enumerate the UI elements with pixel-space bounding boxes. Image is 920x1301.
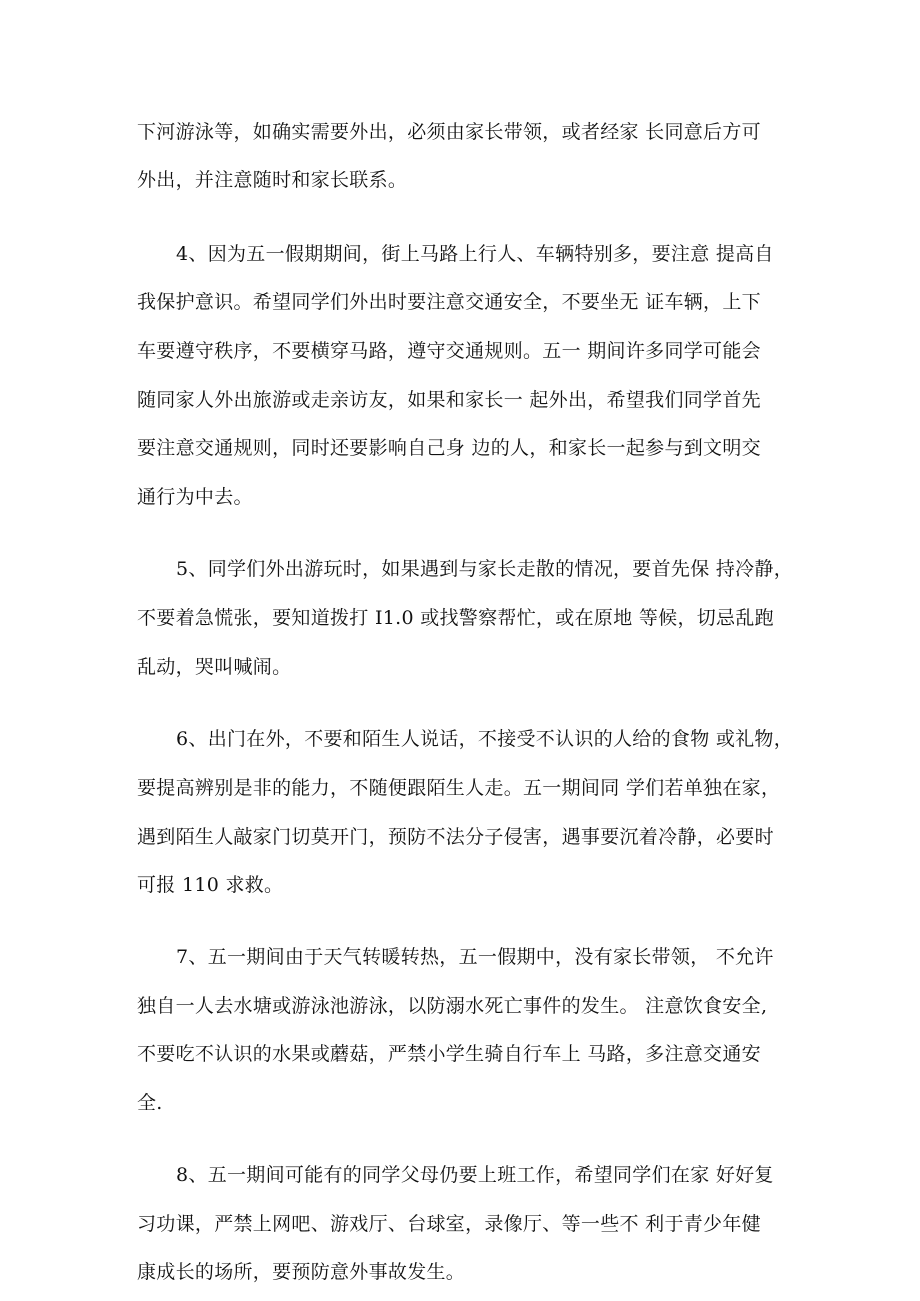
- text-line: 通行为中去。: [137, 486, 253, 508]
- text-line: 习功课，严禁上网吧、游戏厅、台球室，录像厅、等一些不 利于青少年健: [137, 1213, 761, 1235]
- text-line: 遇到陌生人敲家门切莫开门，预防不法分子侵害，遇事要沉着冷静，必要时: [137, 826, 774, 848]
- text-line: 不要吃不认识的水果或蘑菇，严禁小学生骑自行车上 马路，多注意交通安: [137, 1043, 761, 1065]
- text-line: 独自一人去水塘或游泳池游泳，以防溺水死亡事件的发生。 注意饮食安全,: [137, 995, 768, 1017]
- text-line: 下河游泳等，如确实需要外出，必须由家长带领，或者经家 长同意后方可: [137, 121, 761, 143]
- text-line: 6、出门在外，不要和陌生人说话，不接受不认识的人给的食物 或礼物，: [176, 728, 794, 750]
- text-line: 4、因为五一假期期间，街上马路上行人、车辆特别多，要注意 提高自: [176, 243, 774, 265]
- text-line: 乱动，哭叫喊闹。: [137, 656, 292, 678]
- text-line: 车要遵守秩序，不要横穿马路，遵守交通规则。五一 期间许多同学可能会: [137, 340, 761, 362]
- text-line: 全.: [137, 1092, 163, 1114]
- text-line: 我保护意识。希望同学们外出时要注意交通安全，不要坐无 证车辆，上下: [137, 291, 761, 313]
- text-line: 可报 110 求救。: [137, 874, 284, 896]
- text-line: 随同家人外出旅游或走亲访友，如果和家长一 起外出，希望我们同学首先: [137, 389, 761, 411]
- text-line: 8、五一期间可能有的同学父母仍要上班工作，希望同学们在家 好好复: [176, 1164, 774, 1186]
- text-line: 要提高辨别是非的能力，不随便跟陌生人走。五一期间同 学们若单独在家，: [137, 777, 781, 799]
- text-line: 外出，并注意随时和家长联系。: [137, 169, 408, 191]
- text-line: 不要着急慌张，要知道拨打 I1.0 或找警察帮忙，或在原地 等候，切忌乱跑: [137, 607, 774, 629]
- text-line: 5、同学们外出游玩时，如果遇到与家长走散的情况，要首先保 持冷静，: [176, 558, 794, 580]
- text-line: 7、五一期间由于天气转暖转热，五一假期中，没有家长带领， 不允许: [176, 946, 774, 968]
- text-line: 康成长的场所，要预防意外事故发生。: [137, 1261, 466, 1283]
- text-line: 要注意交通规则，同时还要影响自己身 边的人，和家长一起参与到文明交: [137, 437, 761, 459]
